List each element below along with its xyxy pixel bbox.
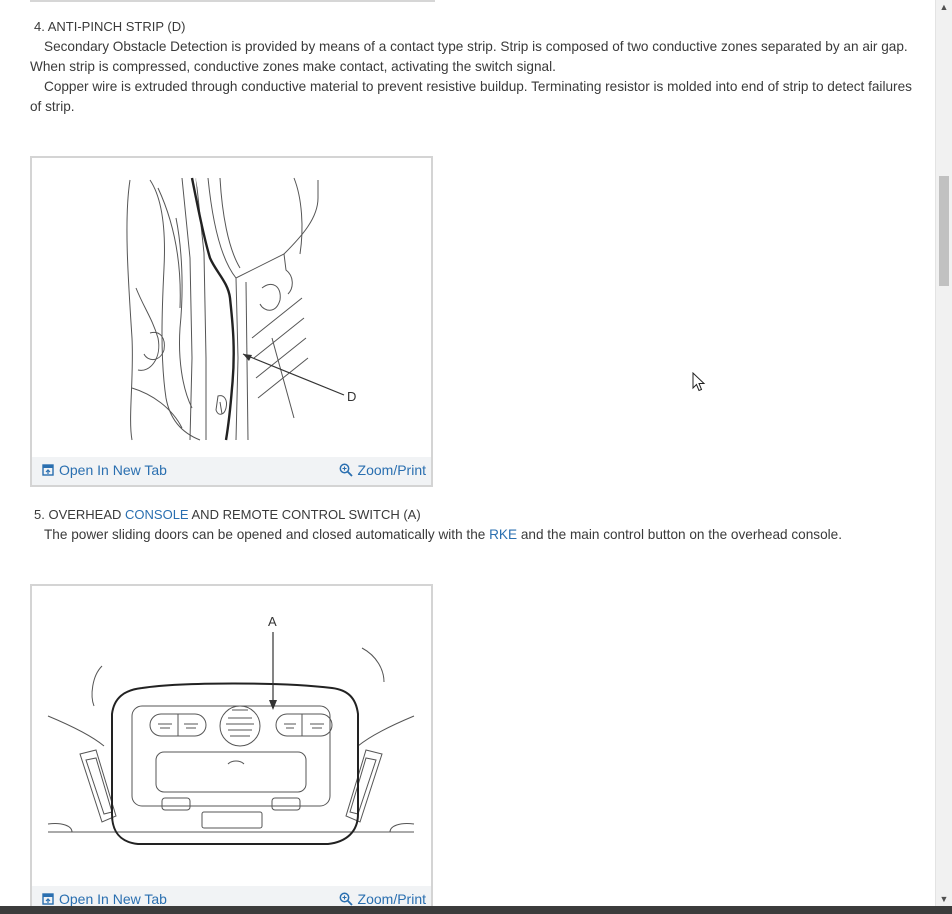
open-in-new-tab-button[interactable]: Open In New Tab bbox=[42, 462, 167, 478]
zoom-print-button[interactable]: Zoom/Print bbox=[339, 462, 426, 478]
callout-d-label: D bbox=[347, 389, 357, 404]
section-4-title: 4. ANTI-PINCH STRIP (D) bbox=[34, 19, 186, 34]
vertical-scrollbar[interactable] bbox=[935, 0, 952, 906]
divider bbox=[30, 0, 435, 2]
section-4-paragraph-1: Secondary Obstacle Detection is provided by means of a contact type strip. Strip is composed of two conductive zones separated by an air gap. When strip is compressed, conductive zones make contact, activating the switch signal. bbox=[30, 39, 908, 74]
figure-toolbar bbox=[32, 457, 431, 485]
open-tab-icon bbox=[42, 464, 54, 476]
scroll-down-arrow-icon[interactable]: ▼ bbox=[939, 894, 949, 904]
mouse-cursor-icon bbox=[692, 372, 706, 392]
zoom-icon bbox=[339, 892, 353, 906]
anti-pinch-strip-figure bbox=[30, 156, 433, 487]
overhead-console-illustration bbox=[32, 586, 431, 885]
section-5-paragraph: The power sliding doors can be opened and closed automatically with the RKE and the main control button on the overhead console. bbox=[44, 527, 843, 542]
window-bottom-edge bbox=[0, 906, 952, 914]
callout-a-label: A bbox=[268, 614, 277, 629]
open-in-new-tab-button[interactable]: Open In New Tab bbox=[42, 891, 167, 906]
scroll-up-arrow-icon[interactable]: ▲ bbox=[939, 2, 949, 12]
section-5-title: 5. OVERHEAD CONSOLE AND REMOTE CONTROL SWITCH (A) bbox=[34, 507, 421, 522]
rke-link[interactable]: RKE bbox=[489, 527, 518, 542]
section-4-paragraph-2: Copper wire is extruded through conductive material to prevent resistive buildup. Terminating resistor is molded into end of strip to detect failures of strip. bbox=[30, 79, 912, 114]
scrollbar-thumb[interactable] bbox=[939, 176, 949, 286]
zoom-icon bbox=[339, 463, 353, 477]
figure-toolbar bbox=[32, 886, 431, 906]
zoom-print-button[interactable]: Zoom/Print bbox=[339, 891, 426, 906]
anti-pinch-strip-illustration bbox=[32, 158, 431, 457]
overhead-console-figure bbox=[30, 584, 433, 906]
console-link[interactable]: CONSOLE bbox=[125, 507, 189, 522]
open-tab-icon bbox=[42, 893, 54, 905]
